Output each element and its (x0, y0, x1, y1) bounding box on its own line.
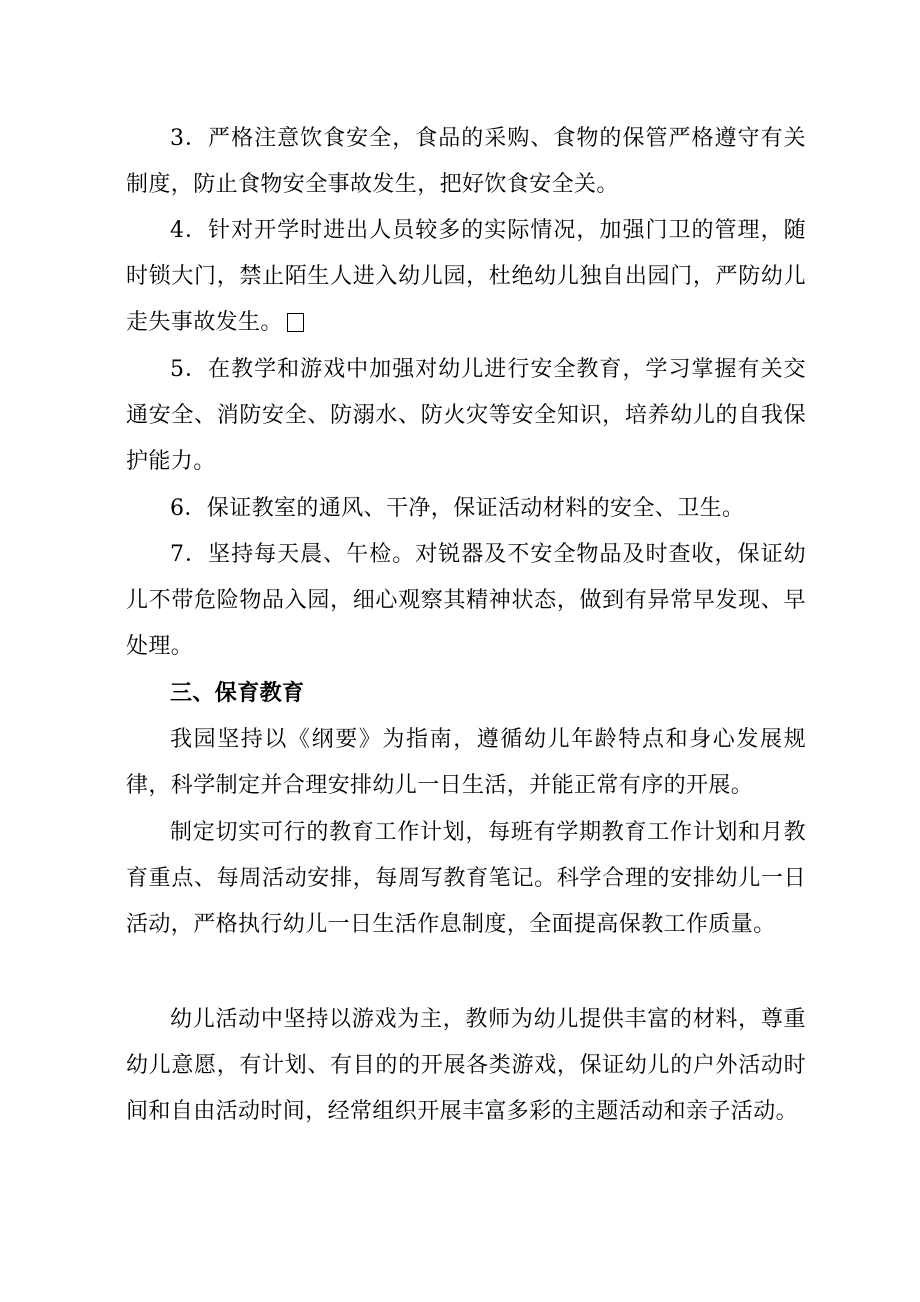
square-box-icon (287, 313, 304, 332)
paragraph-text: 7．坚持每天晨、午检。对锐器及不安全物品及时查收，保证幼儿不带危险物品入园，细心观察其精神状态，做到有异常早发现、早处理。 (126, 542, 806, 659)
paragraph-text: 6．保证教室的通风、干净，保证活动材料的安全、卫生。 (170, 496, 745, 521)
paragraph-text: 幼儿活动中坚持以游戏为主，教师为幼儿提供丰富的材料，尊重幼儿意愿，有计划、有目的的开展各类游戏，保证幼儿的户外活动时间和自由活动时间，经常组织开展丰富多彩的主题活动和亲子活动。 (126, 1007, 806, 1124)
paragraph-item-6 (126, 486, 806, 532)
paragraph-item-3 (126, 116, 806, 208)
body-paragraph-3 (126, 997, 806, 1135)
body-paragraph-1 (126, 717, 806, 809)
paragraph-text: 5．在教学和游戏中加强对幼儿进行安全教育，学习掌握有关交通安全、消防安全、防溺水、防火灾等安全知识，培养幼儿的自我保护能力。 (126, 357, 806, 474)
body-paragraph-2 (126, 810, 806, 948)
paragraph-text: 3．严格注意饮食安全，食品的采购、食物的保管严格遵守有关制度，防止食物安全事故发生，把好饮食安全关。 (126, 126, 806, 197)
paragraph-item-7 (126, 532, 806, 670)
paragraph-text: 4．针对开学时进出人员较多的实际情况，加强门卫的管理，随时锁大门，禁止陌生人进入幼儿园，杜绝幼儿独自出园门，严防幼儿走失事故发生。 (126, 218, 806, 335)
paragraph-item-5 (126, 347, 806, 485)
section-heading: 三、保育教育 (170, 681, 305, 706)
paragraph-item-4 (126, 208, 806, 346)
paragraph-text: 我园坚持以《纲要》为指南，遵循幼儿年龄特点和身心发展规律，科学制定并合理安排幼儿一日生活，并能正常有序的开展。 (126, 727, 806, 798)
paragraph-text: 制定切实可行的教育工作计划，每班有学期教育工作计划和月教育重点、每周活动安排，每周写教育笔记。科学合理的安排幼儿一日活动，严格执行幼儿一日生活作息制度，全面提高保教工作质量。 (126, 820, 806, 937)
